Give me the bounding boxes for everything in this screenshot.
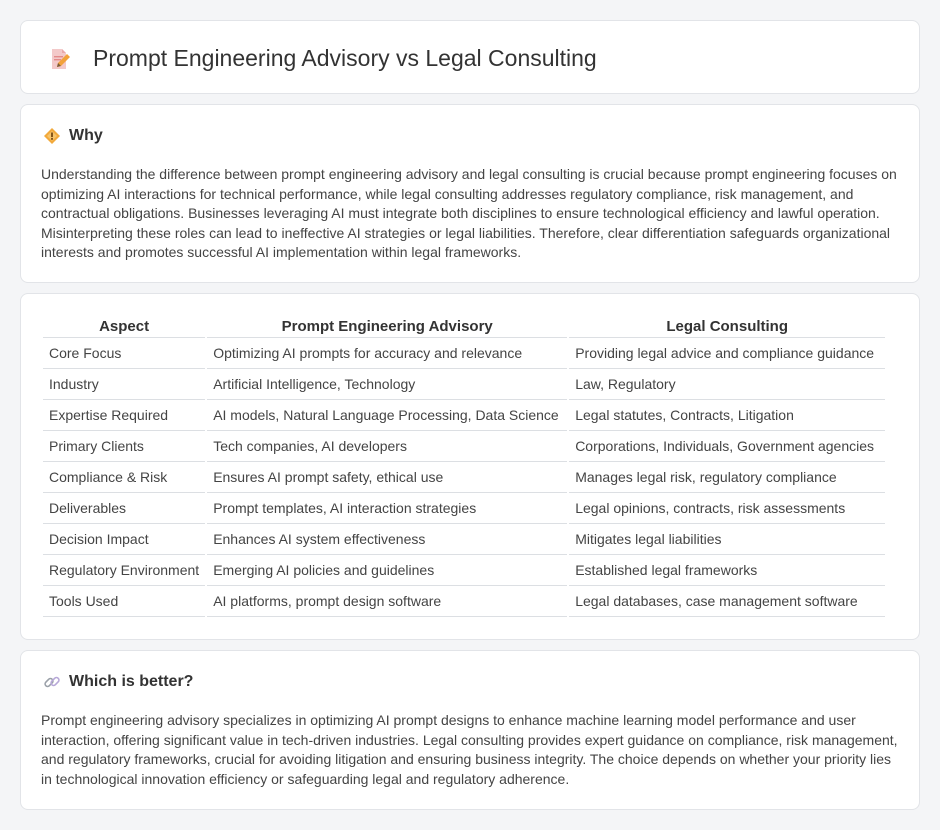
why-title: Why [69,127,103,144]
legal-consulting-cell: Legal statutes, Contracts, Litigation [569,400,885,431]
table-row [43,524,885,555]
which-is-better-heading [43,673,193,691]
prompt-engineering-cell: Ensures AI prompt safety, ethical use [207,462,567,493]
prompt-engineering-cell: Tech companies, AI developers [207,431,567,462]
column-header-legal-consulting: Legal Consulting [569,316,885,338]
link-icon [43,673,61,691]
aspect-cell: Deliverables [43,493,205,524]
why-heading [43,127,103,145]
legal-consulting-cell: Established legal frameworks [569,555,885,586]
legal-consulting-cell: Law, Regulatory [569,369,885,400]
prompt-engineering-cell: AI models, Natural Language Processing, Data Science [207,400,567,431]
comparison-table [41,316,887,617]
aspect-cell: Tools Used [43,586,205,617]
table-header-row [43,316,885,338]
prompt-engineering-cell: Artificial Intelligence, Technology [207,369,567,400]
which-is-better-title: Which is better? [69,673,194,690]
prompt-engineering-cell: Enhances AI system effectiveness [207,524,567,555]
which-is-better-text: Prompt engineering advisory specializes in optimizing AI prompt designs to enhance machine learning model performance and user interaction, offering significant value in tech-driven industries. Legal consulting provides expert guidance on compliance, risk management, and regulatory frameworks, crucial for avoiding litigation and ensuring business integrity. The choice depends on whether your priority lies in technological innovation efficiency or safeguarding legal and regulatory adherence. [41,712,898,787]
aspect-cell: Core Focus [43,338,205,369]
table-row [43,431,885,462]
document-pencil-icon [47,47,71,71]
aspect-cell: Industry [43,369,205,400]
column-header-prompt-engineering: Prompt Engineering Advisory [207,316,567,338]
prompt-engineering-cell: AI platforms, prompt design software [207,586,567,617]
which-is-better-section [20,650,920,810]
table-row [43,400,885,431]
table-row [43,555,885,586]
table-row [43,338,885,369]
aspect-cell: Decision Impact [43,524,205,555]
legal-consulting-cell: Legal databases, case management software [569,586,885,617]
comparison-table-card [20,293,920,640]
column-header-aspect: Aspect [43,316,205,338]
legal-consulting-cell: Providing legal advice and compliance guidance [569,338,885,369]
table-row [43,493,885,524]
page-title: Prompt Engineering Advisory vs Legal Consulting [93,45,597,71]
why-text: Understanding the difference between prompt engineering advisory and legal consulting is crucial because prompt engineering focuses on optimizing AI interactions for technical performance, while legal consulting addresses regulatory compliance, risk management, and contractual obligations. Businesses leveraging AI must integrate both disciplines to ensure technological efficiency and lawful operation. Misinterpreting these roles can lead to ineffective AI strategies or legal liabilities. Therefore, clear differentiation safeguards organizational interests and promotes successful AI implementation within legal frameworks. [41,166,897,260]
aspect-cell: Compliance & Risk [43,462,205,493]
prompt-engineering-cell: Emerging AI policies and guidelines [207,555,567,586]
why-section [20,104,920,283]
prompt-engineering-cell: Prompt templates, AI interaction strategies [207,493,567,524]
legal-consulting-cell: Mitigates legal liabilities [569,524,885,555]
table-row [43,586,885,617]
aspect-cell: Expertise Required [43,400,205,431]
aspect-cell: Primary Clients [43,431,205,462]
prompt-engineering-cell: Optimizing AI prompts for accuracy and relevance [207,338,567,369]
legal-consulting-cell: Corporations, Individuals, Government agencies [569,431,885,462]
legal-consulting-cell: Legal opinions, contracts, risk assessments [569,493,885,524]
table-row [43,462,885,493]
aspect-cell: Regulatory Environment [43,555,205,586]
table-row [43,369,885,400]
header-card [20,20,920,94]
legal-consulting-cell: Manages legal risk, regulatory compliance [569,462,885,493]
diamond-warning-icon [43,127,61,145]
